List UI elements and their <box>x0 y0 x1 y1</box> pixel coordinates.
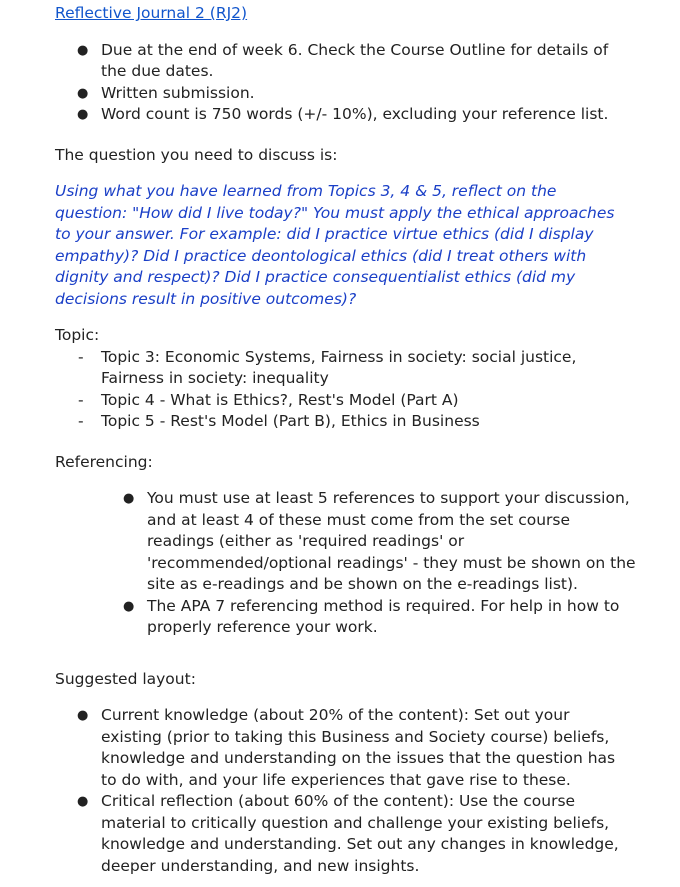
referencing-text: You must use at least 5 references to support your discussion, and at least 4 of these must come from the set course readings (either as 'required readings' or 'recommended/optional readings' - they must be shown on the site as e-readings and be shown on the e-readings list). <box>147 489 636 593</box>
list-item <box>55 83 633 105</box>
question-intro: The question you need to discuss is: <box>55 145 338 164</box>
list-item <box>55 488 637 596</box>
bullet-icon: ● <box>77 42 89 58</box>
list-item <box>55 791 633 877</box>
journal-title-link[interactable]: Reflective Journal 2 (RJ2) <box>55 4 248 22</box>
list-item <box>55 390 633 412</box>
bullet-icon: ● <box>123 491 135 506</box>
dash-icon: - <box>78 412 84 430</box>
bullet-icon: ● <box>77 708 89 723</box>
bullet-icon: ● <box>123 598 135 614</box>
assignment-document <box>55 3 655 877</box>
topic-text: Topic 4 - What is Ethics?, Rest's Model (Part A) <box>101 390 459 409</box>
dash-icon: - <box>78 347 84 366</box>
list-item <box>55 40 633 83</box>
layout-heading: Suggested layout: <box>55 669 196 688</box>
topic-text: Topic 5 - Rest's Model (Part B), Ethics in Business <box>101 412 480 430</box>
list-item <box>55 347 633 390</box>
layout-list <box>55 705 655 877</box>
bullet-icon: ● <box>77 85 89 101</box>
referencing-list <box>55 488 655 639</box>
requirement-text: Word count is 750 words (+/- 10%), excluding your reference list. <box>101 105 609 123</box>
bullet-icon: ● <box>77 107 89 122</box>
list-item <box>55 596 637 639</box>
bullet-icon: ● <box>77 794 89 809</box>
topic-list <box>55 347 655 433</box>
referencing-text: The APA 7 referencing method is required. For help in how to properly reference your work. <box>147 596 620 636</box>
topic-heading: Topic: <box>55 326 100 344</box>
layout-text: Critical reflection (about 60% of the content): Use the course material to critically question and challenge your existing beliefs, knowledge and understanding. Set out any changes in knowledge, deeper understanding, and new insights. <box>101 792 619 875</box>
referencing-heading: Referencing: <box>55 452 153 471</box>
layout-text: Current knowledge (about 20% of the content): Set out your existing (prior to taking this Business and Society course) beliefs, knowledge and understanding on the issues that the question has to do with, and your life experiences that gave rise to these. <box>101 706 616 789</box>
discussion-question: Using what you have learned from Topics 3, 4 & 5, reflect on the question: "How did I live today?" You must apply the ethical approaches to your answer. For example: did I practice virtue ethics (did I display empathy)? Did I practice deontological ethics (did I treat others with dignity and respect)? Did I practice consequentialist ethics (did my decisions result in positive outcomes)? <box>55 182 615 308</box>
list-item <box>55 411 633 433</box>
requirements-list <box>55 40 655 126</box>
topic-text: Topic 3: Economic Systems, Fairness in society: social justice, Fairness in society: inequality <box>101 347 577 387</box>
requirement-text: Written submission. <box>101 83 255 102</box>
requirement-text: Due at the end of week 6. Check the Course Outline for details of the due dates. <box>101 40 609 80</box>
list-item <box>55 705 633 791</box>
dash-icon: - <box>78 390 84 409</box>
list-item <box>55 104 633 126</box>
